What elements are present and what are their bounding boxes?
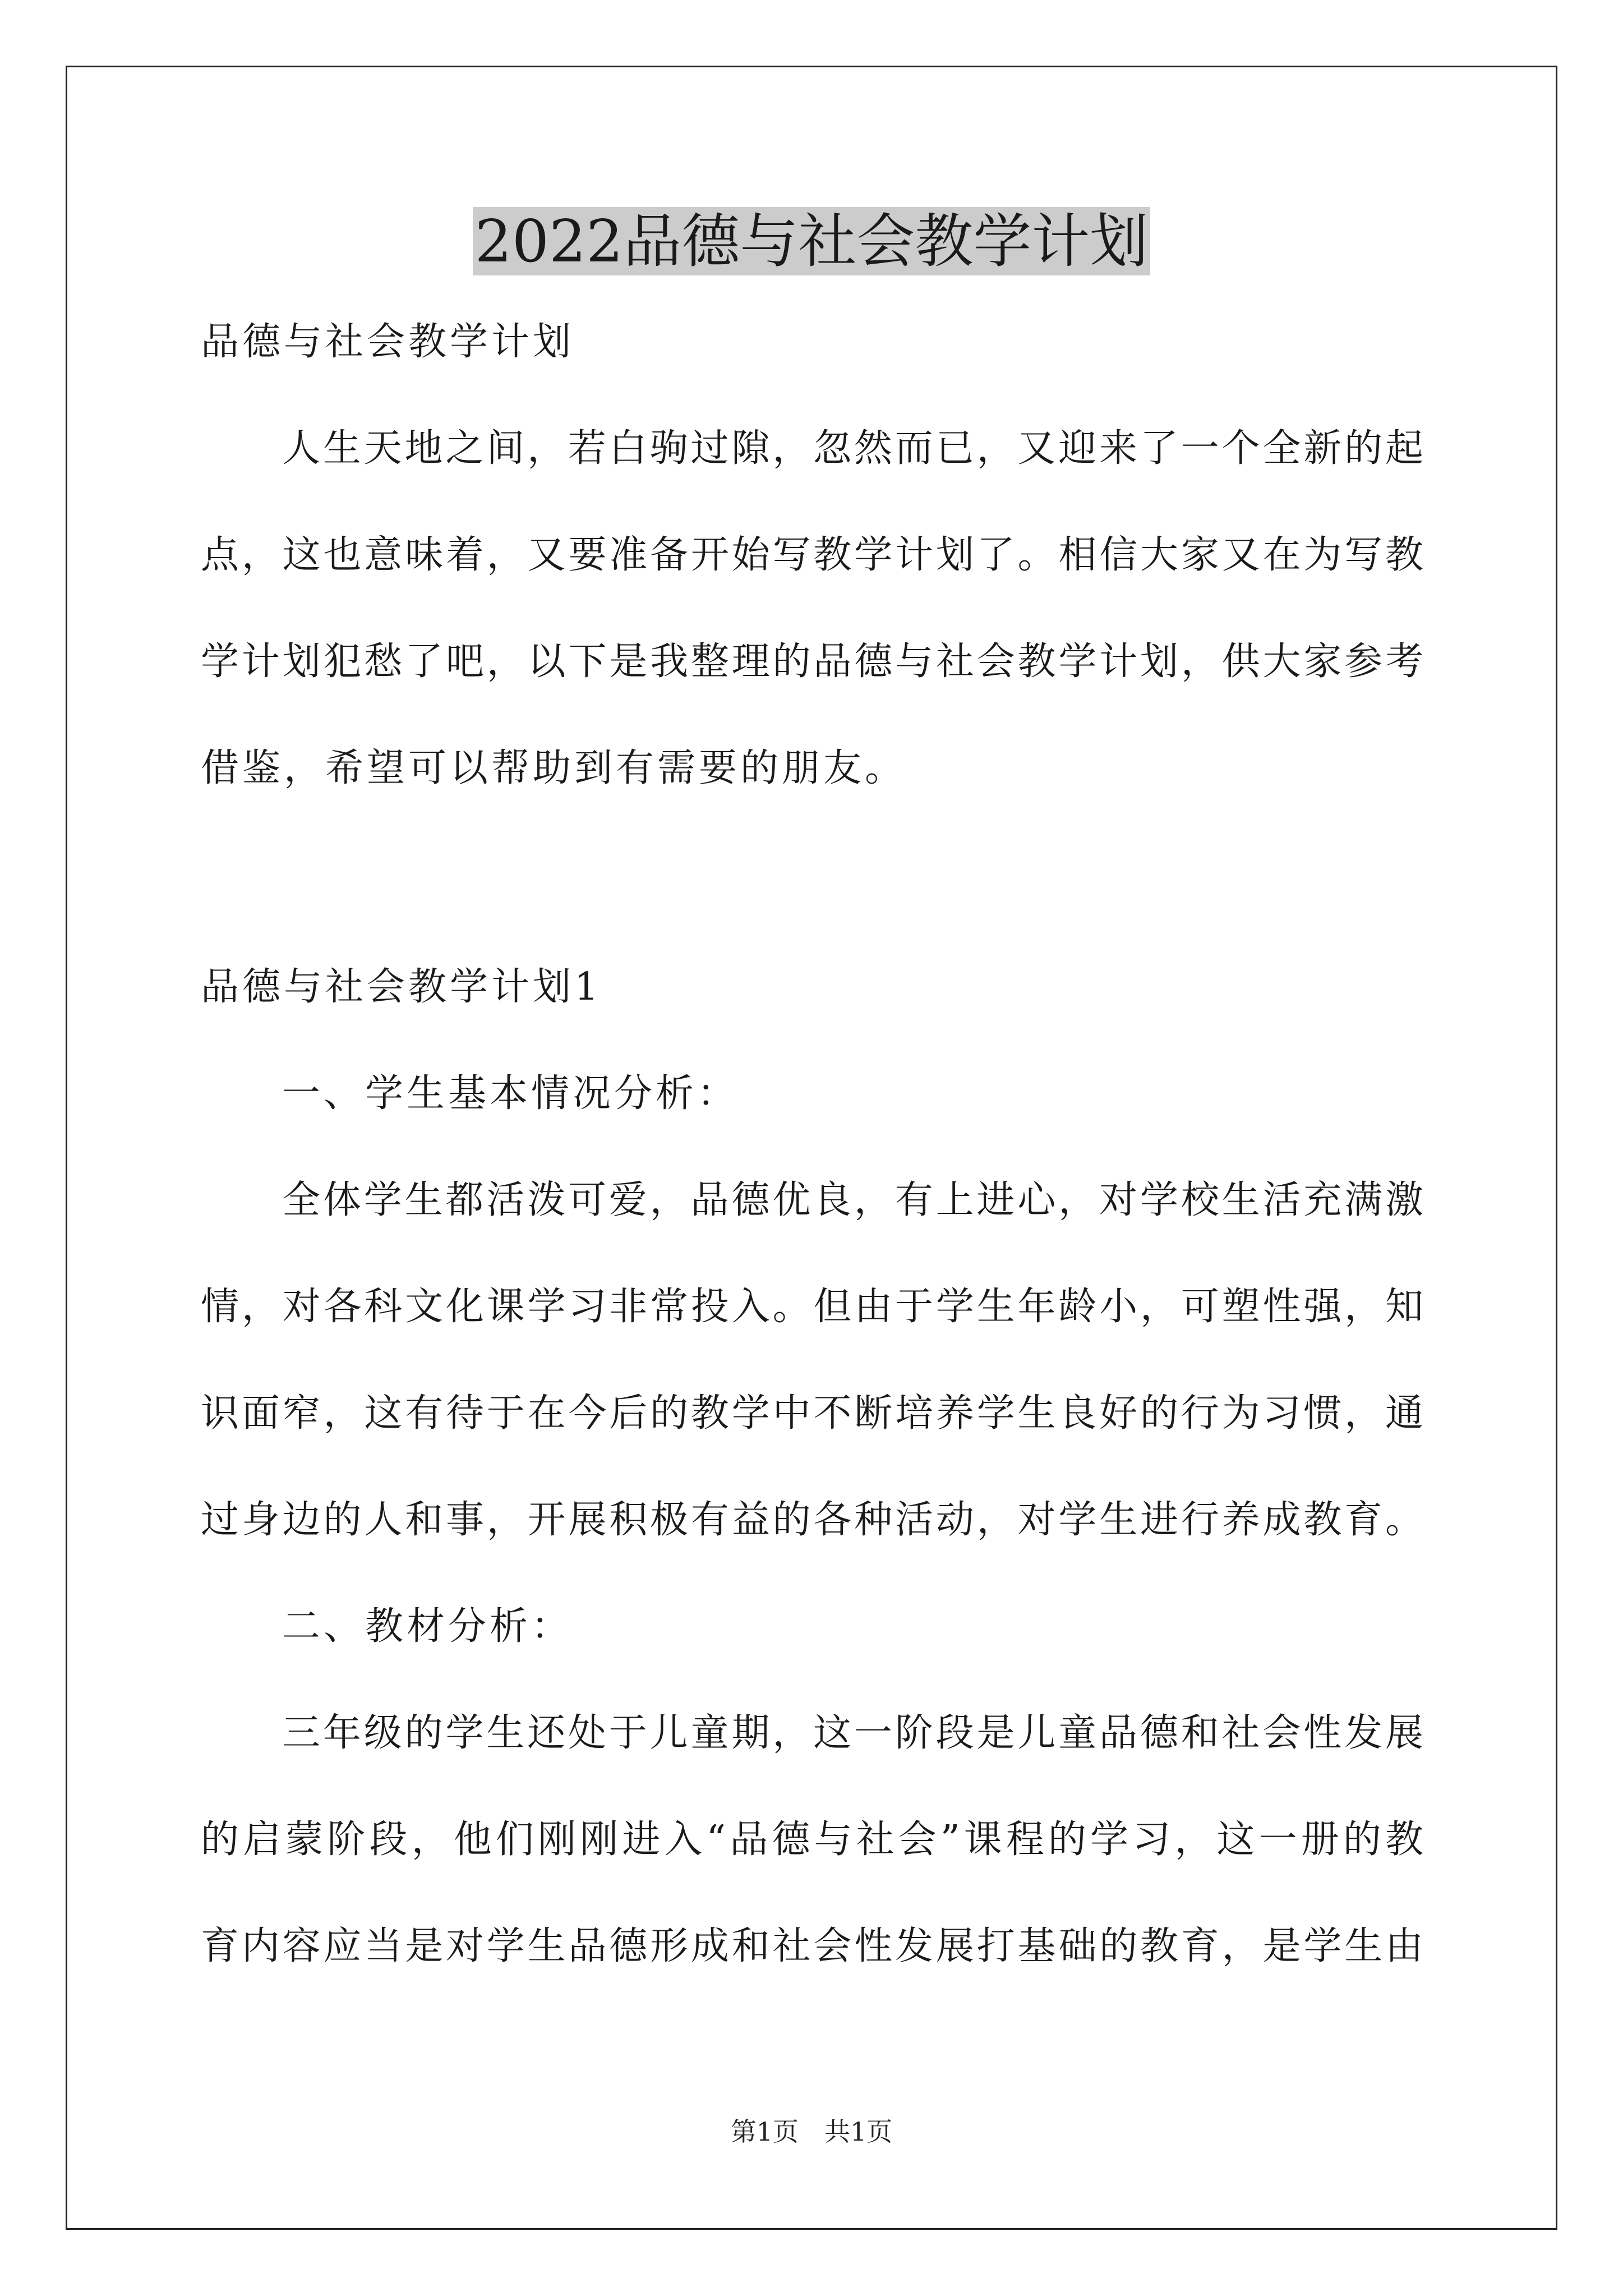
intro-line: 点，这也意味着，又要准备开始写教学计划了。相信大家又在为写教 [201, 533, 1423, 577]
intro-line: 人生天地之间，若白驹过隙，忽然而已，又迎来了一个全新的起 [282, 426, 1423, 471]
para-2-line: 的启蒙阶段，他们刚刚进入“品德与社会”课程的学习，这一册的教 [201, 1818, 1423, 1862]
para-1-line: 情，对各科文化课学习非常投入。但由于学生年龄小，可塑性强，知 [201, 1285, 1423, 1329]
page-border [66, 66, 1557, 2230]
document-title-text: 2022品德与社会教学计划 [473, 207, 1151, 275]
heading-2: 二、教材分析： [282, 1604, 573, 1649]
para-2-line: 育内容应当是对学生品德形成和社会性发展打基础的教育，是学生由 [201, 1924, 1423, 1968]
intro-line: 借鉴，希望可以帮助到有需要的朋友。 [201, 746, 907, 790]
para-2-line: 三年级的学生还处于儿童期，这一阶段是儿童品德和社会性发展 [282, 1711, 1423, 1755]
para-1-line: 识面窄，这有待于在今后的教学中不断培养学生良好的行为习惯，通 [201, 1391, 1423, 1435]
section-title: 品德与社会教学计划1 [201, 965, 602, 1009]
intro-line: 学计划犯愁了吧，以下是我整理的品德与社会教学计划，供大家参考 [201, 639, 1423, 684]
subtitle: 品德与社会教学计划 [201, 320, 575, 364]
para-1-line: 过身边的人和事，开展积极有益的各种活动，对学生进行养成教育。 [201, 1498, 1423, 1542]
heading-1: 一、学生基本情况分析： [282, 1071, 739, 1116]
para-1-line: 全体学生都活泼可爱，品德优良，有上进心，对学校生活充满激 [282, 1178, 1423, 1222]
page-footer: 第1页 共1页 [730, 2116, 893, 2147]
document-title [0, 202, 1623, 280]
